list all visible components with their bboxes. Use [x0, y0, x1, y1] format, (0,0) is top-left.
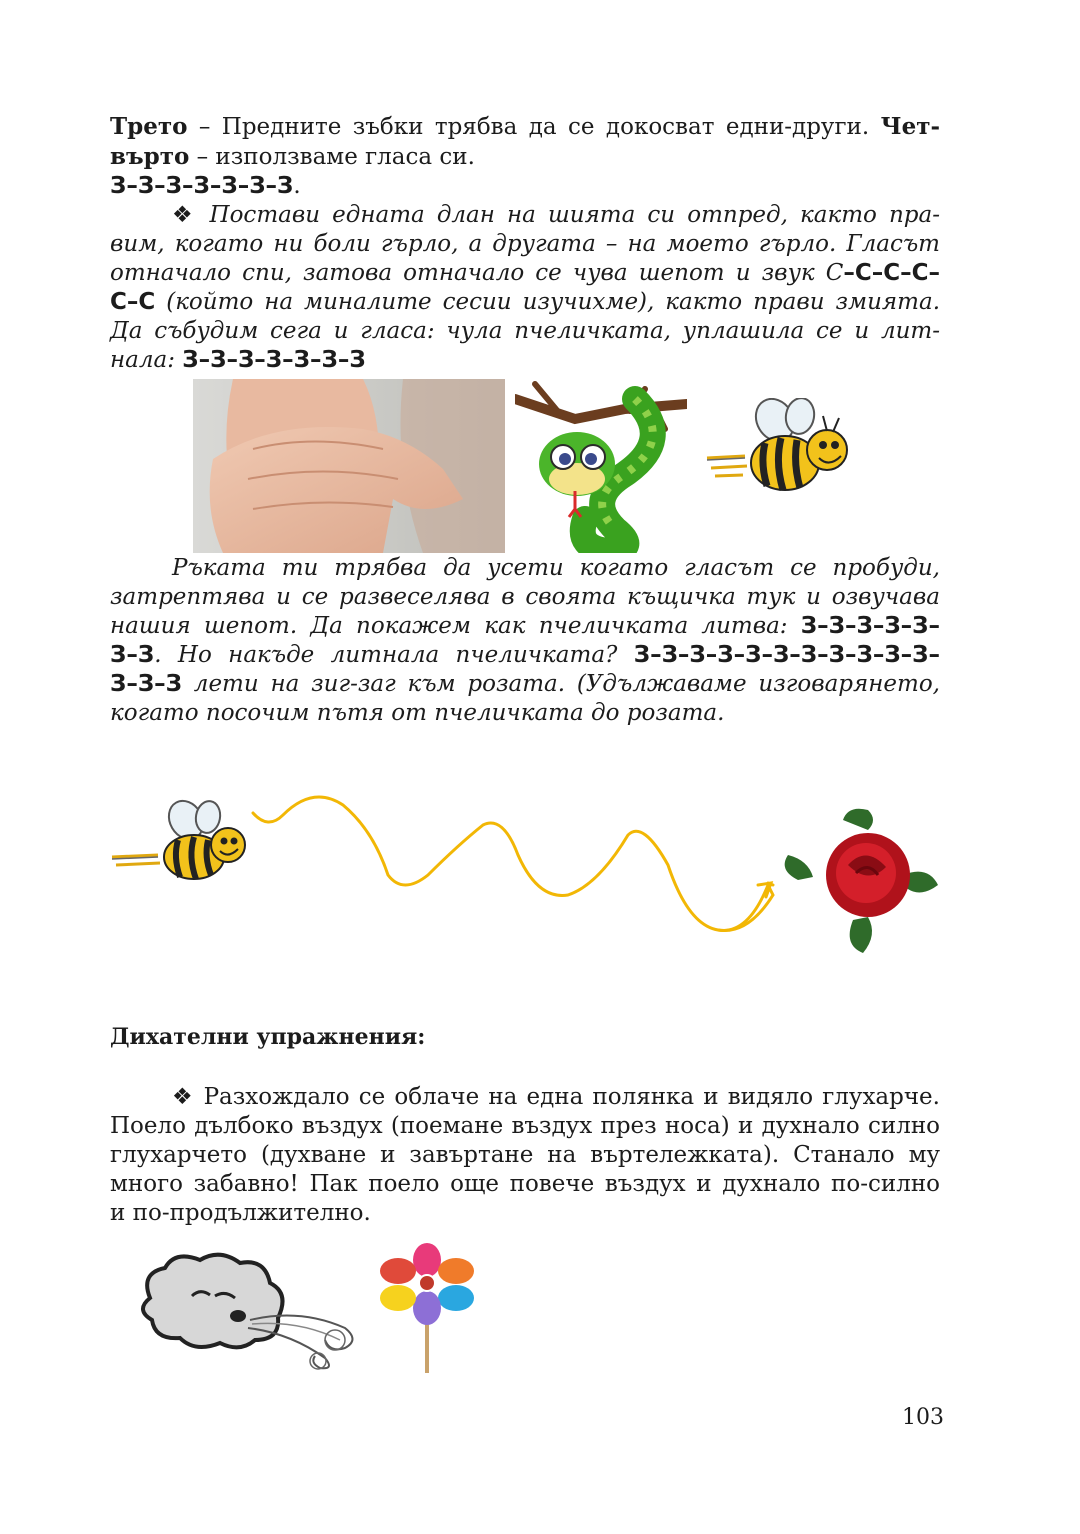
p4-line-3: глухарчето (духване и завъртане на въртележката). Станало му	[110, 1142, 940, 1168]
rose-icon	[785, 809, 938, 953]
p3-line-4: З–З. Но накъде литнала пчеличката? З–З–З–З–З–З–З–З–З–З–З–	[110, 642, 940, 668]
paragraph-2	[110, 201, 940, 375]
pinwheel-illustration	[368, 1243, 486, 1373]
blowing-cloud-illustration	[130, 1248, 362, 1373]
p4-line-2: Поело дълбоко въздух (поемане въздух през носа) и духнало силно	[110, 1113, 940, 1139]
bullet-icon: ❖	[172, 1084, 195, 1110]
p1-line-1: Трето – Предните зъбки трябва да се докосват едни-други. Чет-	[110, 113, 940, 140]
bee-icon	[705, 398, 855, 503]
bee-icon	[112, 795, 245, 879]
bullet-icon: ❖	[172, 202, 198, 228]
hand-on-throat-photo	[193, 379, 505, 553]
flying-bee-illustration	[705, 398, 855, 503]
p2-line-3: отначало спи, затова отначало се чува шепот и звук С–С–С–С–	[110, 260, 940, 286]
p3-line-3: нашия шепот. Да покажем как пчеличката литва: З–З–З–З–З–	[110, 613, 940, 639]
p3-line-2: затрептява и се развеселява в своята къщичка тук и озвучава	[110, 584, 940, 610]
p4-line-5: и по-продължително.	[110, 1200, 371, 1226]
pinwheel-icon	[368, 1243, 486, 1373]
p2-line-5: Да събудим сега и гласа: чула пчеличката, уплашила се и лит-	[110, 318, 940, 344]
p2-line-4: С–С (който на миналите сесии изучихме), както прави змията.	[110, 289, 940, 315]
page-number: 103	[902, 1405, 944, 1430]
snake-icon	[515, 379, 687, 553]
snake-on-branch-illustration	[515, 379, 687, 553]
bee-to-rose-illustration	[108, 785, 943, 955]
p4-line-4: много забавно! Пак поело още повече въздух и духнало по-силно	[110, 1171, 940, 1197]
p3-line-6: когато посочим пътя от пчеличката до розата.	[110, 700, 725, 726]
zigzag-path-graphic	[108, 785, 943, 955]
section-heading: Дихателни упражнения:	[110, 1024, 426, 1050]
p3-line-1: Ръката ти трябва да усети когато гласът се пробуди,	[172, 555, 940, 581]
p2-line-2: вим, когато ни боли гърло, а другата – на моето гърло. Гласът	[110, 231, 940, 257]
p1-line-3: З–З–З–З–З–З–З.	[110, 173, 301, 199]
paragraph-4	[110, 1083, 940, 1228]
cloud-icon	[130, 1248, 362, 1373]
paragraph-3	[110, 554, 940, 728]
p3-line-5: З–З–З лети на зиг-заг към розата. (Удължаваме изговарянето,	[110, 671, 940, 697]
p1-line-2: върто – използваме гласа си.	[110, 143, 475, 170]
hand-photo-graphic	[193, 379, 505, 553]
p4-line-1: ❖ Разхождало се облаче на една полянка и видяло глухарче.	[172, 1084, 940, 1110]
paragraph-1	[110, 112, 940, 201]
p2-line-6: нала: З–З–З–З–З–З–З	[110, 347, 366, 373]
p2-line-1: ❖ Постави едната длан на шията си отпред, както пра-	[172, 202, 940, 228]
